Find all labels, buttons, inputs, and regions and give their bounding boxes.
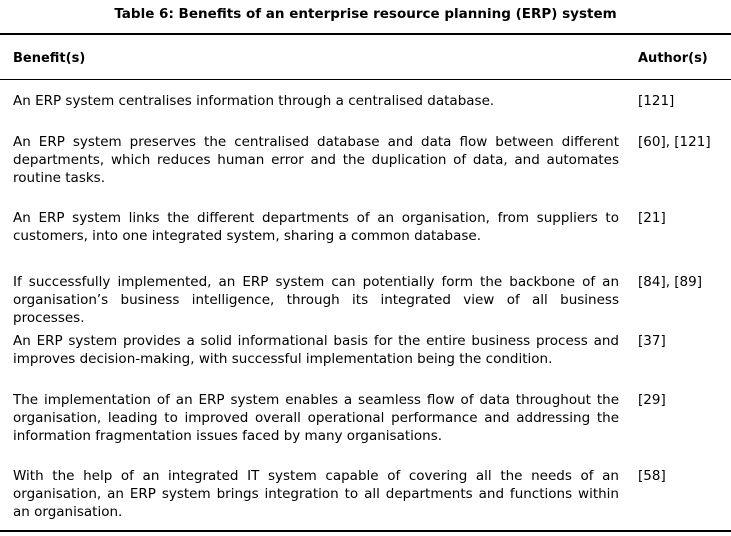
benefit-cell: With the help of an integrated IT system capable of covering all the needs of an organisation, an ERP system brings integration to all departments and functions within an organisation. <box>13 468 619 520</box>
benefit-cell: An ERP system centralises information through a centralised database. <box>13 93 495 109</box>
benefit-cell: An ERP system preserves the centralised database and data flow between different departments, which reduces human error and the duplication of data, and automates routine tasks. <box>13 134 619 186</box>
benefit-cell: An ERP system links the different departments of an organisation, from suppliers to customers, into one integrated system, sharing a common database. <box>13 210 619 244</box>
benefit-cell: If successfully implemented, an ERP system can potentially form the backbone of an organisation’s business intelligence, through its integrated view of all business processes. <box>13 274 619 326</box>
author-column-header: Author(s) <box>638 51 708 66</box>
table-top-rule <box>0 33 731 35</box>
author-cell: [21] <box>638 210 666 226</box>
author-cell: [60], [121] <box>638 134 711 150</box>
benefit-column-header: Benefit(s) <box>13 51 86 66</box>
table-caption: Table 6: Benefits of an enterprise resource planning (ERP) system <box>114 6 617 22</box>
author-cell: [121] <box>638 93 675 109</box>
author-cell: [58] <box>638 468 666 484</box>
author-cell: [37] <box>638 333 666 349</box>
author-cell: [84], [89] <box>638 274 703 290</box>
benefit-cell: An ERP system provides a solid informational basis for the entire business process and improves decision-making, with successful implementation being the condition. <box>13 333 619 367</box>
benefit-cell: The implementation of an ERP system enables a seamless flow of data throughout the organisation, leading to improved overall operational performance and addressing the information fragmentation issues faced by many organisations. <box>13 392 619 444</box>
author-cell: [29] <box>638 392 666 408</box>
table-header-rule <box>0 79 731 80</box>
table-bottom-rule <box>0 530 731 532</box>
